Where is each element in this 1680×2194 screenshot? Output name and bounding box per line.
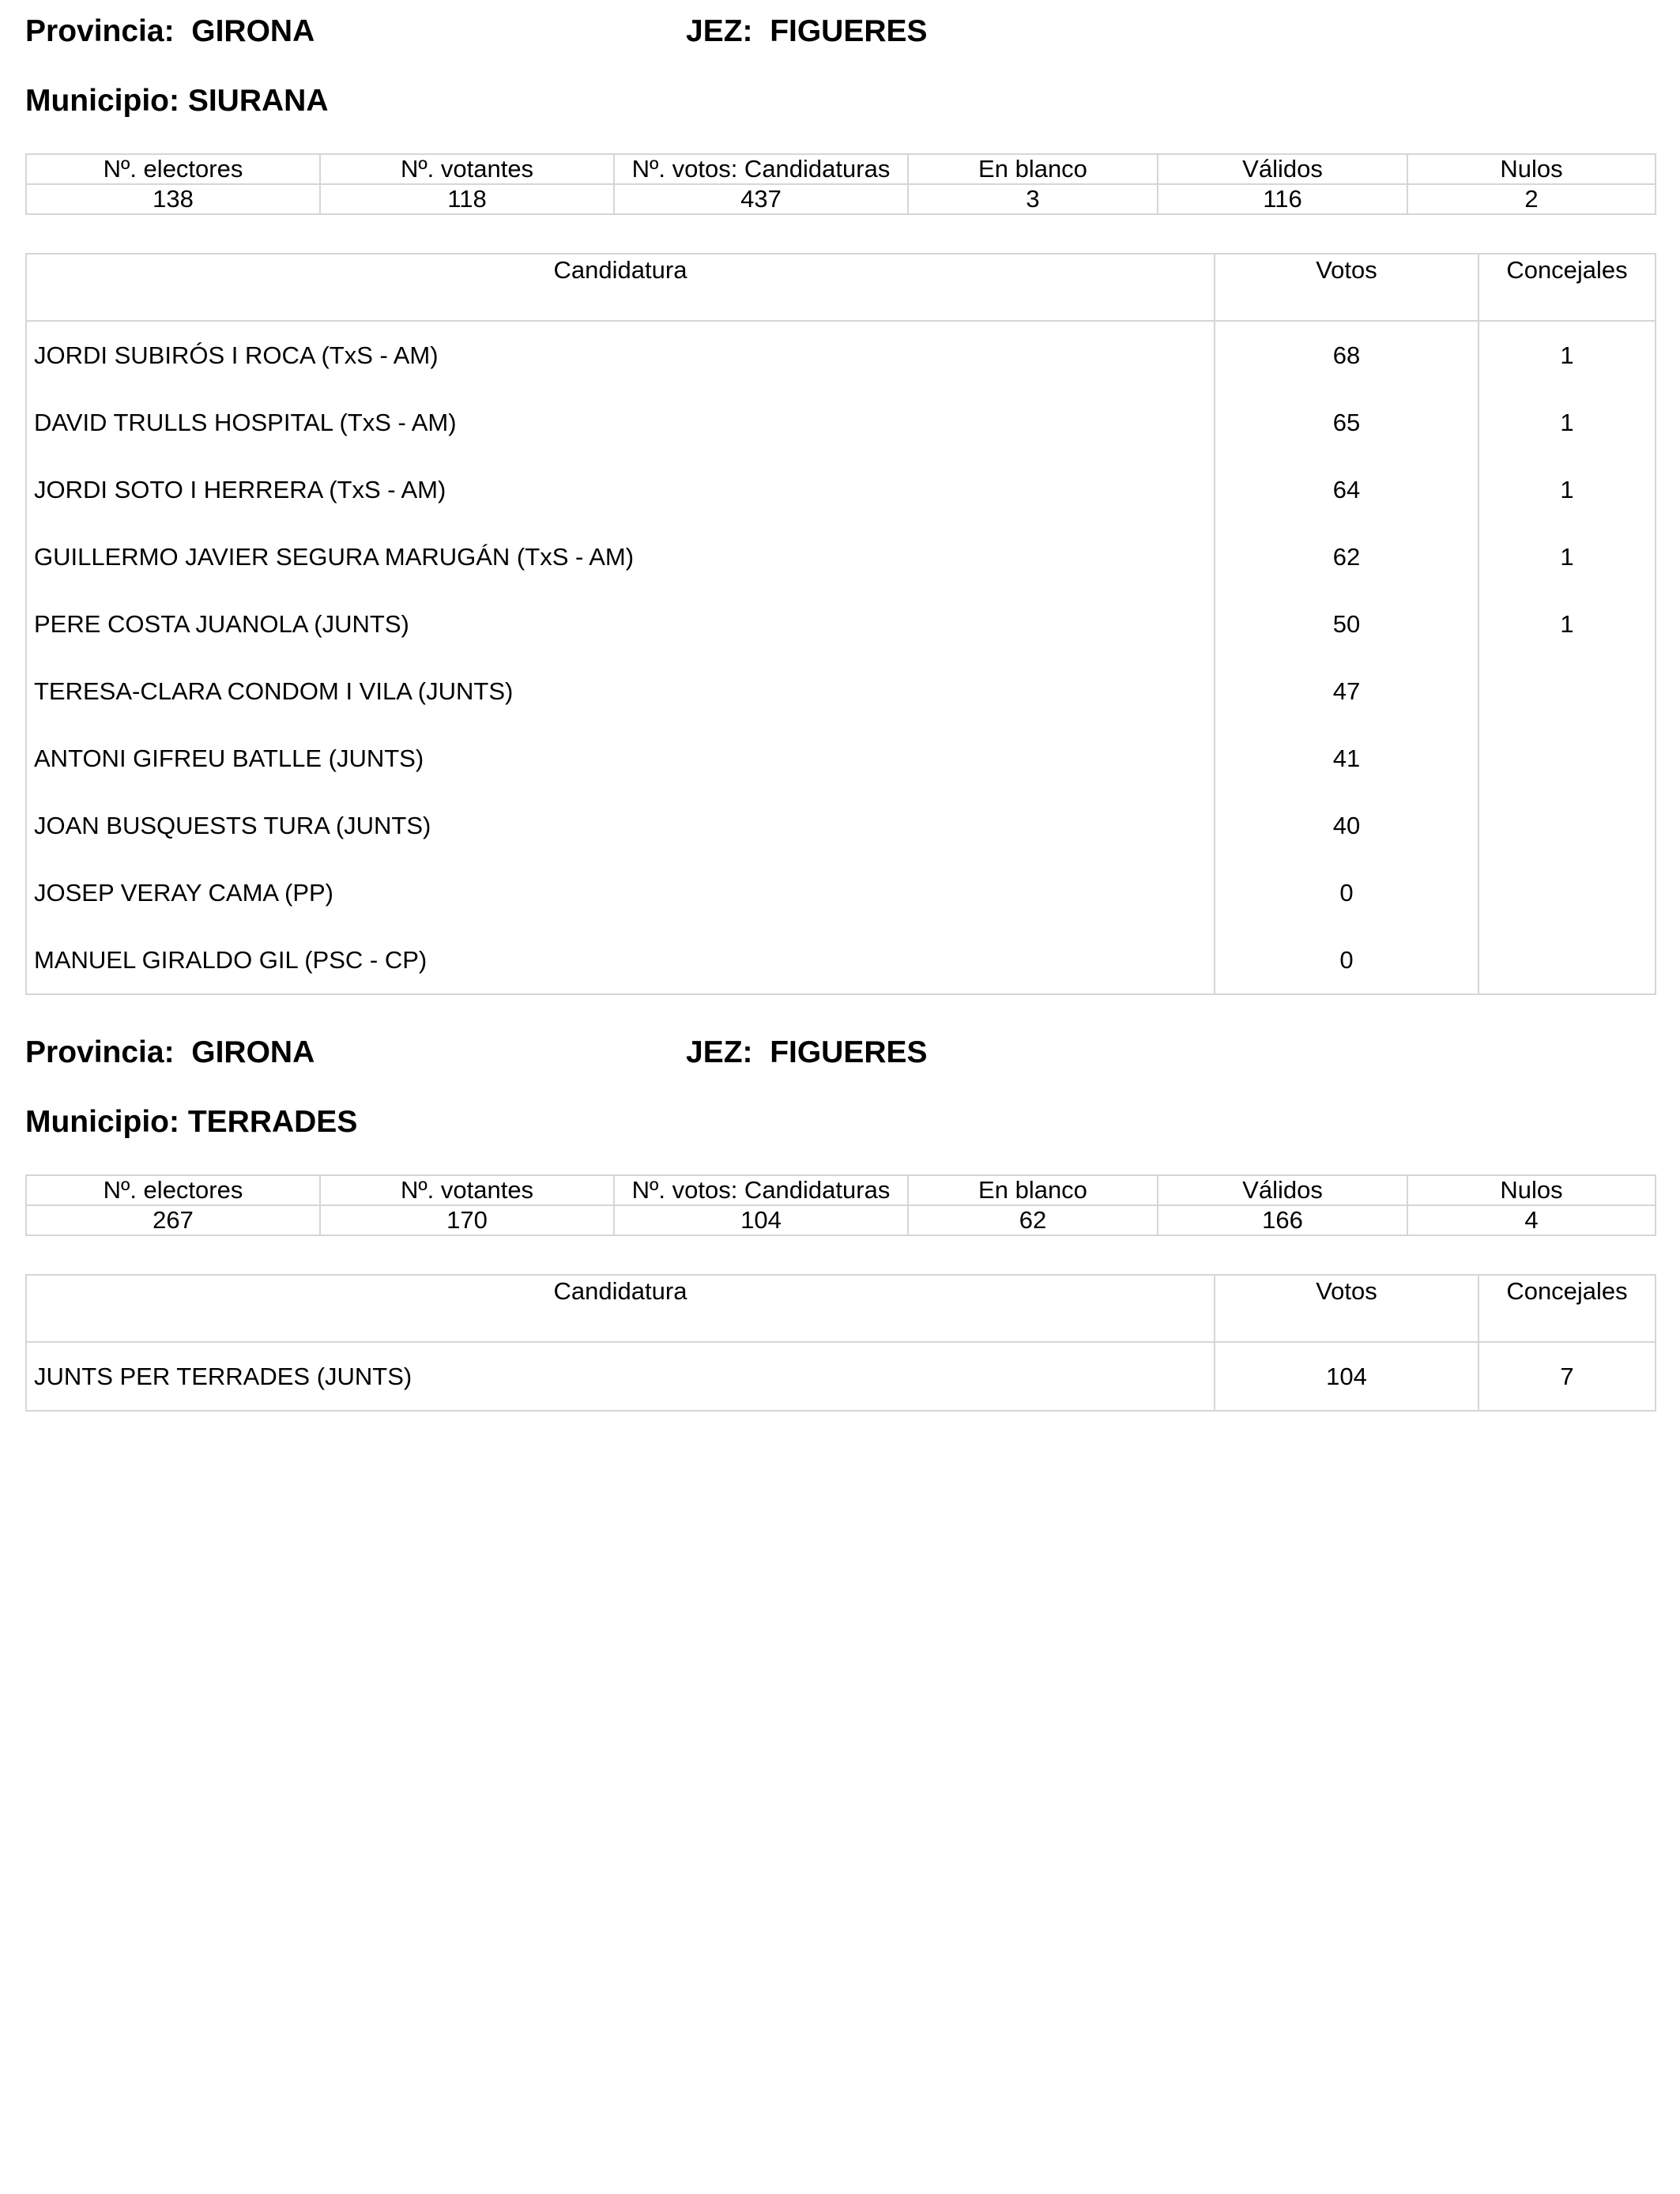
candidate-name: JORDI SOTO I HERRERA (TxS - AM) [26,456,1215,523]
candidate-concejales [1478,926,1656,994]
candidate-name: JOAN BUSQUESTS TURA (JUNTS) [26,792,1215,859]
candidate-row [26,792,1656,859]
candidate-concejales: 1 [1478,456,1656,523]
municipio-heading [25,1105,1655,1152]
candidate-votes: 50 [1215,590,1478,658]
stats-header-cell: Nulos [1407,154,1656,184]
municipio-heading [25,84,1655,131]
candidate-row [26,926,1656,994]
stats-table [25,153,1656,215]
stats-value-cell: 138 [26,184,320,214]
stats-table [25,1174,1656,1236]
candidate-name: JUNTS PER TERRADES (JUNTS) [26,1342,1215,1411]
municipio-label: Municipio: [25,84,179,118]
candidate-row [26,658,1656,725]
stats-value-cell: 118 [320,184,614,214]
candidate-concejales: 7 [1478,1342,1656,1411]
candidate-name: ANTONI GIFREU BATLLE (JUNTS) [26,725,1215,792]
candidate-concejales [1478,792,1656,859]
provincia-value: GIRONA [191,1035,315,1069]
municipio-label: Municipio: [25,1105,179,1139]
stats-header-cell: Válidos [1158,1175,1407,1205]
candidates-header-row [26,254,1656,321]
candidate-row [26,725,1656,792]
jez-value: FIGUERES [770,14,928,48]
candidate-concejales [1478,859,1656,926]
stats-header-cell: Nulos [1407,1175,1656,1205]
candidate-name: GUILLERMO JAVIER SEGURA MARUGÁN (TxS - AM) [26,523,1215,590]
votos-header: Votos [1215,1275,1478,1342]
stats-value-cell: 267 [26,1205,320,1235]
candidate-concejales: 1 [1478,321,1656,389]
municipio-value: TERRADES [187,1105,358,1139]
candidate-row [26,456,1656,523]
candidate-name: TERESA-CLARA CONDOM I VILA (JUNTS) [26,658,1215,725]
stats-value-cell: 170 [320,1205,614,1235]
candidate-votes: 47 [1215,658,1478,725]
stats-header-cell: Nº. votantes [320,154,614,184]
stats-value-cell: 166 [1158,1205,1407,1235]
candidate-row [26,1342,1656,1411]
candidate-votes: 68 [1215,321,1478,389]
candidate-votes: 62 [1215,523,1478,590]
stats-header-row [26,154,1656,184]
stats-value-cell: 62 [908,1205,1158,1235]
candidate-name: JOSEP VERAY CAMA (PP) [26,859,1215,926]
header-line [25,14,1655,62]
concejales-header: Concejales [1478,254,1656,321]
header-line [25,1035,1655,1083]
candidatura-header: Candidatura [26,1275,1215,1342]
candidate-votes: 0 [1215,926,1478,994]
stats-header-cell: Nº. votos: Candidaturas [614,154,908,184]
candidate-votes: 0 [1215,859,1478,926]
stats-value-cell: 2 [1407,184,1656,214]
provincia-label: Provincia: [25,14,175,48]
jez-heading [686,1035,928,1070]
stats-value-cell: 104 [614,1205,908,1235]
candidate-votes: 104 [1215,1342,1478,1411]
stats-header-row [26,1175,1656,1205]
candidate-votes: 65 [1215,389,1478,456]
candidate-votes: 41 [1215,725,1478,792]
provincia-label: Provincia: [25,1035,175,1069]
stats-value-cell: 437 [614,184,908,214]
candidate-votes: 64 [1215,456,1478,523]
stats-header-cell: Nº. votantes [320,1175,614,1205]
candidate-row [26,389,1656,456]
concejales-header: Concejales [1478,1275,1656,1342]
candidate-row [26,523,1656,590]
stats-header-cell: Válidos [1158,154,1407,184]
stats-header-cell: En blanco [908,1175,1158,1205]
candidate-concejales [1478,725,1656,792]
candidatura-header: Candidatura [26,254,1215,321]
candidate-name: MANUEL GIRALDO GIL (PSC - CP) [26,926,1215,994]
votos-header: Votos [1215,254,1478,321]
municipality-section-terrades [25,1035,1655,1412]
municipio-value: SIURANA [187,84,329,118]
candidate-concejales: 1 [1478,590,1656,658]
candidates-header-row [26,1275,1656,1342]
jez-heading [686,14,928,49]
jez-value: FIGUERES [770,1035,928,1069]
candidate-votes: 40 [1215,792,1478,859]
candidate-row [26,859,1656,926]
candidate-name: JORDI SUBIRÓS I ROCA (TxS - AM) [26,321,1215,389]
municipality-section-siurana [25,14,1655,995]
candidate-name: PERE COSTA JUANOLA (JUNTS) [26,590,1215,658]
stats-value-row [26,1205,1656,1235]
stats-header-cell: En blanco [908,154,1158,184]
jez-label: JEZ: [686,1035,753,1069]
provincia-heading [25,1035,315,1070]
stats-value-cell: 3 [908,184,1158,214]
stats-header-cell: Nº. electores [26,154,320,184]
candidate-row [26,321,1656,389]
provincia-heading [25,14,315,49]
candidate-concejales: 1 [1478,523,1656,590]
stats-value-row [26,184,1656,214]
candidate-row [26,590,1656,658]
candidates-table [25,1274,1656,1412]
stats-value-cell: 4 [1407,1205,1656,1235]
candidate-name: DAVID TRULLS HOSPITAL (TxS - AM) [26,389,1215,456]
stats-header-cell: Nº. votos: Candidaturas [614,1175,908,1205]
jez-label: JEZ: [686,14,753,48]
stats-header-cell: Nº. electores [26,1175,320,1205]
candidate-concejales [1478,658,1656,725]
provincia-value: GIRONA [191,14,315,48]
candidates-table [25,253,1656,995]
candidate-concejales: 1 [1478,389,1656,456]
stats-value-cell: 116 [1158,184,1407,214]
